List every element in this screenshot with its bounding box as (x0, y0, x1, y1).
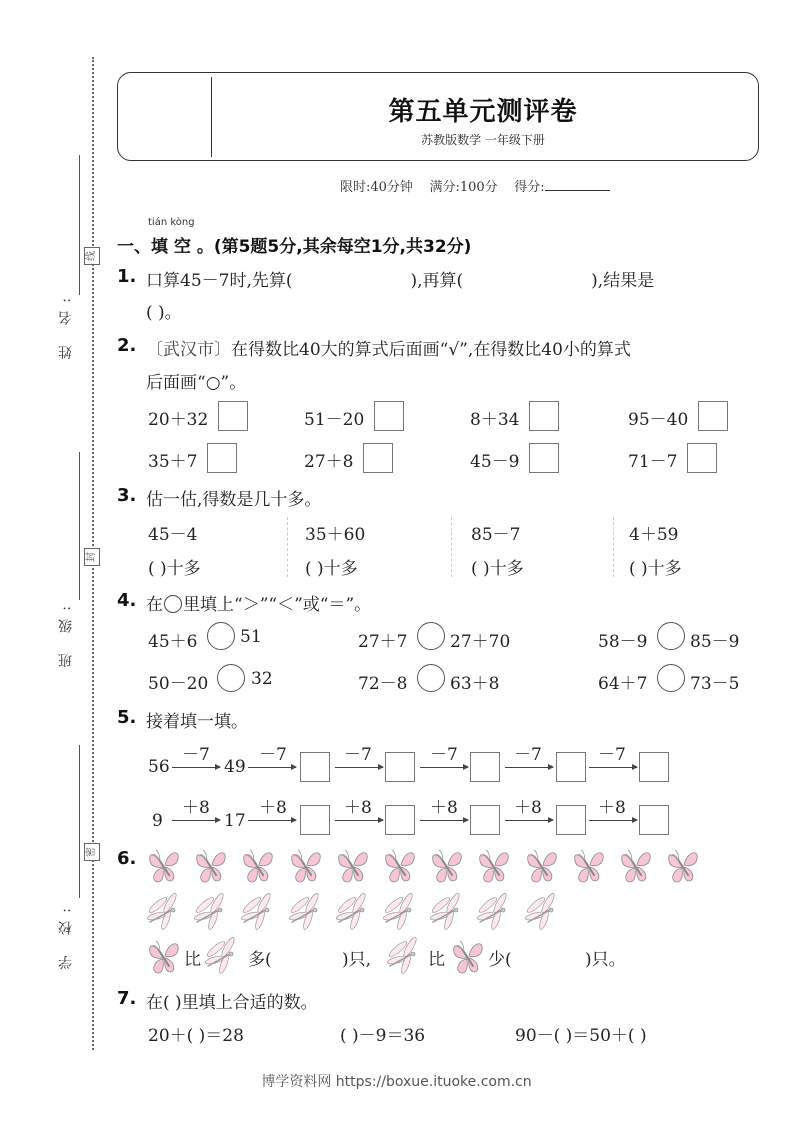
q2-answer-box[interactable] (363, 443, 393, 473)
q2-expr: 51－20 (304, 410, 365, 430)
dragonfly-icon (288, 892, 324, 932)
dragonfly-icon (146, 892, 182, 932)
pinyin-annotation: tián kòng (148, 217, 195, 228)
butterfly-icon (335, 845, 371, 885)
chain1-op: －7 (344, 745, 372, 765)
q2-answer-box[interactable] (529, 443, 559, 473)
exam-meta (340, 176, 610, 195)
q7-equation-1[interactable]: 20＋( )＝28 (148, 1026, 244, 1046)
q2-text-line1: 在得数比40大的算式后面画“√”,在得数比40小的算式 (231, 340, 631, 360)
full-score: 满分:100分 (429, 180, 498, 195)
chain1-op: －7 (182, 745, 210, 765)
q1-text (146, 266, 654, 291)
q6-text-shao: 少( (488, 950, 512, 970)
chain2-start: 9 (152, 811, 163, 831)
q4-right: 73－5 (690, 674, 740, 694)
q3-expr: 4＋59 (629, 525, 679, 545)
q2-expr: 27＋8 (304, 452, 354, 472)
butterfly-icon (476, 845, 512, 885)
dragonfly-icon (382, 892, 418, 932)
q2-answer-box[interactable] (687, 443, 717, 473)
q4-text-before: 在 (146, 595, 163, 615)
q6-text-zhi1: )只, (342, 950, 372, 970)
chain2-answer-box[interactable] (470, 805, 500, 835)
q2-expr: 35＋7 (148, 452, 198, 472)
q4-left: 64＋7 (598, 674, 648, 694)
butterfly-icon (146, 845, 182, 885)
chain1-answer-box[interactable] (470, 752, 500, 782)
q4-right: 27＋70 (450, 632, 511, 652)
page-title: 第五单元测评卷 (388, 97, 578, 127)
title-box (117, 72, 759, 161)
dragonfly-icon (386, 936, 422, 976)
q6-text-bi1: 比 (184, 950, 201, 970)
q1-number: 1. (117, 266, 137, 287)
q1-text-part2: ),再算( (410, 271, 464, 291)
butterfly-icon (665, 845, 701, 885)
q6-number: 6. (117, 848, 137, 869)
chain2-op: ＋8 (344, 798, 372, 818)
chain2-op: ＋8 (259, 798, 287, 818)
dragonfly-icon (429, 892, 465, 932)
q4-compare-circle[interactable] (207, 622, 235, 650)
q6-text-duo: 多( (248, 950, 272, 970)
circle-symbol-icon (164, 595, 182, 613)
class-blank-line (79, 452, 80, 600)
q4-text-after: 里填上“＞”“＜”或“＝”。 (183, 595, 372, 615)
q5-text: 接着填一填。 (146, 712, 248, 732)
arrow-right-icon (589, 767, 637, 768)
q2-expr: 71－7 (628, 452, 678, 472)
chain1-second: 49 (224, 757, 246, 777)
arrow-right-icon (335, 767, 383, 768)
arrow-right-icon (248, 820, 296, 821)
q4-left: 27＋7 (358, 632, 408, 652)
q1-text-part3: ),结果是 (591, 271, 655, 291)
q2-text-line2: 后面画“○”。 (146, 373, 247, 393)
q4-number: 4. (117, 590, 137, 611)
q2-expr: 20＋32 (148, 410, 209, 430)
school-blank-line (79, 745, 80, 898)
q1-line2: ( )。 (146, 303, 182, 323)
chain2-op: ＋8 (430, 798, 458, 818)
footer-watermark: 博学资料网 https://boxue.ituoke.com.cn (261, 1074, 532, 1090)
chain1-answer-box[interactable] (556, 752, 586, 782)
q3-separator (451, 517, 452, 577)
q3-text: 估一估,得数是几十多。 (146, 490, 322, 510)
chain1-answer-box[interactable] (385, 752, 415, 782)
dragonfly-icon (193, 892, 229, 932)
butterfly-icon (288, 845, 324, 885)
chain1-op: －7 (514, 745, 542, 765)
q4-right: 51 (240, 627, 262, 647)
chain2-op: ＋8 (182, 798, 210, 818)
q3-separator (287, 517, 288, 577)
q2-expr: 8＋34 (470, 410, 520, 430)
chain1-answer-box[interactable] (300, 752, 330, 782)
chain1-op: －7 (598, 745, 626, 765)
butterfly-icon (240, 845, 276, 885)
q3-answer[interactable]: ( )十多 (471, 559, 524, 579)
chain2-second: 17 (224, 811, 246, 831)
q4-left: 58－9 (598, 632, 648, 652)
q3-number: 3. (117, 485, 137, 506)
q4-left: 45＋6 (148, 632, 198, 652)
q3-answer[interactable]: ( )十多 (148, 559, 201, 579)
section-heading: 一、填 空 。(第5题5分,其余每空1分,共32分) (117, 237, 472, 257)
chain2-op: ＋8 (514, 798, 542, 818)
butterfly-icon (571, 845, 607, 885)
q2-number: 2. (117, 335, 137, 356)
q1-text-part1: 口算45－7时,先算( (146, 271, 293, 291)
arrow-right-icon (420, 767, 468, 768)
q4-compare-circle[interactable] (417, 664, 445, 692)
chain1-start: 56 (148, 757, 170, 777)
chain1-op: －7 (259, 745, 287, 765)
arrow-right-icon (420, 820, 468, 821)
q6-text-zhi2: )只。 (585, 950, 626, 970)
dragonfly-icon (524, 892, 560, 932)
q2-expr: 95－40 (628, 410, 689, 430)
name-label: 姓 名: (58, 290, 74, 360)
chain1-op: －7 (430, 745, 458, 765)
q4-right: 63＋8 (450, 674, 500, 694)
class-label: 班 级: (58, 598, 74, 668)
chain2-answer-box[interactable] (385, 805, 415, 835)
chain2-op: ＋8 (598, 798, 626, 818)
butterfly-icon (618, 845, 654, 885)
arrow-right-icon (589, 820, 637, 821)
q6-blank-1[interactable] (275, 945, 340, 965)
q2-answer-box[interactable] (529, 401, 559, 431)
q4-right: 32 (251, 669, 273, 689)
butterfly-icon (450, 936, 486, 976)
q3-answer[interactable]: ( )十多 (629, 559, 682, 579)
dragonfly-icon (476, 892, 512, 932)
q5-number: 5. (117, 707, 137, 728)
arrow-right-icon (172, 820, 220, 821)
q4-text (146, 590, 371, 615)
chain2-answer-box[interactable] (556, 805, 586, 835)
score-blank[interactable] (545, 179, 610, 191)
q4-compare-circle[interactable] (657, 622, 685, 650)
dragonfly-icon (240, 892, 276, 932)
chain1-answer-box[interactable] (639, 752, 669, 782)
cut-mark-mi (84, 843, 100, 861)
arrow-right-icon (335, 820, 383, 821)
score-label: 得分: (514, 180, 545, 195)
q4-compare-circle[interactable] (657, 664, 685, 692)
q2-text (146, 335, 631, 360)
q2-answer-box[interactable] (698, 401, 728, 431)
arrow-right-icon (172, 767, 220, 768)
q2-answer-box[interactable] (207, 443, 237, 473)
dragonfly-icon (335, 892, 371, 932)
q6-blank-2[interactable] (518, 945, 583, 965)
q4-left: 72－8 (358, 674, 408, 694)
school-label: 学 校: (58, 900, 74, 970)
arrow-right-icon (505, 820, 553, 821)
q3-separator (613, 517, 614, 577)
page-subtitle: 苏教版数学 一年级下册 (421, 133, 545, 147)
arrow-right-icon (505, 767, 553, 768)
q4-compare-circle[interactable] (217, 664, 245, 692)
cut-mark-feng (84, 548, 100, 566)
q3-answer[interactable]: ( )十多 (305, 559, 358, 579)
arrow-right-icon (248, 767, 296, 768)
q4-left: 50－20 (148, 674, 209, 694)
q3-expr: 35＋60 (305, 525, 366, 545)
q2-expr: 45－9 (470, 452, 520, 472)
chain2-answer-box[interactable] (300, 805, 330, 835)
cut-mark-char: 密 (86, 847, 97, 857)
butterfly-icon (429, 845, 465, 885)
cut-mark-char: 封 (86, 552, 97, 562)
q7-text: 在( )里填上合适的数。 (146, 993, 318, 1013)
q3-expr: 45－4 (148, 525, 198, 545)
cut-mark-xian (84, 247, 100, 265)
dragonfly-icon (204, 936, 240, 976)
q6-text-bi2: 比 (428, 950, 445, 970)
q4-compare-circle[interactable] (417, 622, 445, 650)
q7-equation-3[interactable]: 90－( )＝50＋( ) (515, 1026, 647, 1046)
cut-mark-char: 线 (86, 251, 97, 261)
q2-source-tag: 〔武汉市〕 (146, 340, 231, 360)
butterfly-icon (193, 845, 229, 885)
chain2-answer-box[interactable] (639, 805, 669, 835)
q7-equation-2[interactable]: ( )－9＝36 (340, 1026, 426, 1046)
name-blank-line (79, 155, 80, 295)
q4-right: 85－9 (690, 632, 740, 652)
butterfly-icon (146, 936, 182, 976)
q2-answer-box[interactable] (374, 401, 404, 431)
q2-answer-box[interactable] (218, 401, 248, 431)
butterfly-icon (382, 845, 418, 885)
q3-expr: 85－7 (471, 525, 521, 545)
q7-number: 7. (117, 988, 137, 1009)
butterfly-icon (524, 845, 560, 885)
time-limit: 限时:40分钟 (340, 180, 413, 195)
